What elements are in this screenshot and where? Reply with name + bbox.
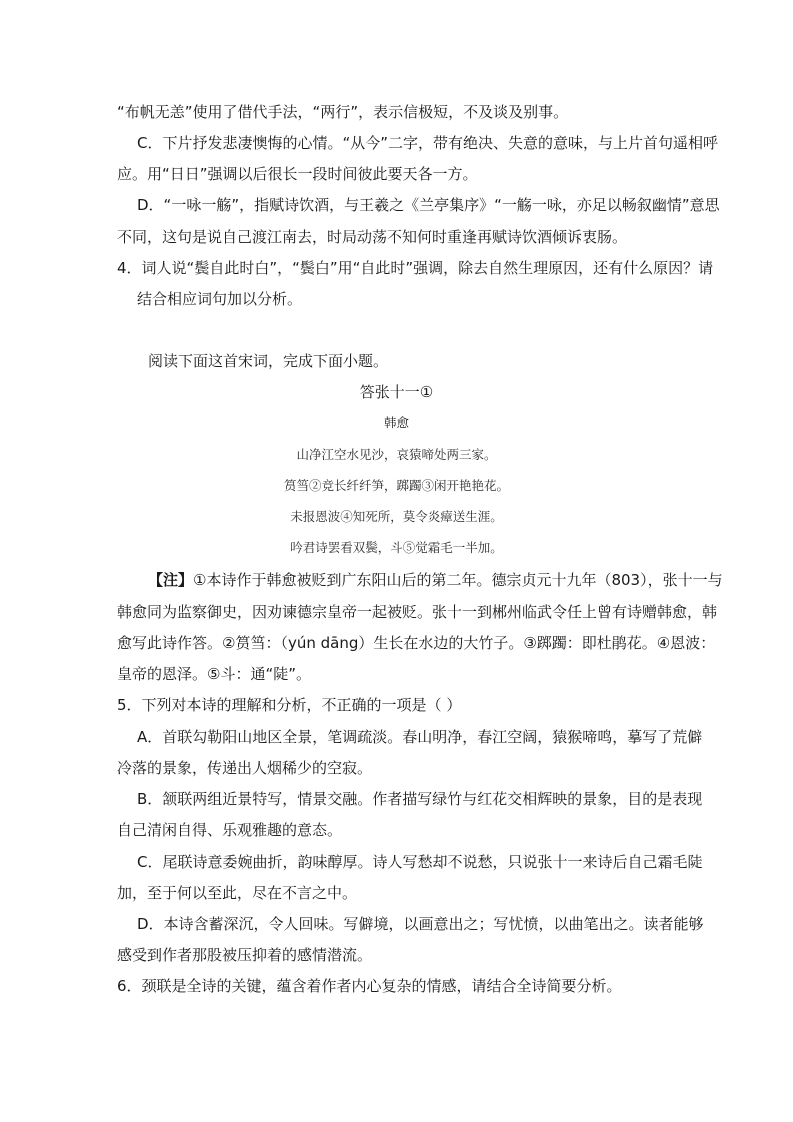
- option-c-line: C．下片抒发悲凄懊悔的心情。“从今”二字，带有绝决、失意的意味，与上片首句遥相呼: [137, 134, 719, 152]
- note-line: 皇帝的恩泽。⑤斗：通“陡”。: [117, 665, 311, 683]
- poem-line: 筼筜②竞长纤纤笋，踯躅③闲开艳艳花。: [283, 478, 509, 493]
- poem-line: 山净江空水见沙，哀猿啼处两三家。: [296, 447, 497, 462]
- poem-line: 吟君诗罢看双鬓，斗⑤觉霜毛一半加。: [290, 540, 503, 555]
- option-d-line: D．“一咏一觞”，指赋诗饮酒，与王羲之《兰亭集序》“一觞一咏，亦足以畅叙幽情”意思: [137, 196, 720, 214]
- option-d: D．本诗含蓄深沉，令人回味。写僻境，以画意出之；写忧愤，以曲笔出之。读者能够: [137, 915, 704, 933]
- note-line: [148, 570, 723, 590]
- question-5: 5．下列对本诗的理解和分析，不正确的一项是（ ）: [117, 696, 462, 714]
- option-a: 冷落的景象，传递出人烟稀少的空寂。: [117, 759, 373, 777]
- option-a: A．首联勾勒阳山地区全景，笔调疏淡。春山明净，春江空阔，猿猴啼鸣，摹写了荒僻: [137, 728, 703, 746]
- poem-title: 答张十一①: [359, 383, 434, 401]
- option-b: 自己清闲自得、乐观雅趣的意态。: [117, 821, 343, 839]
- poem-author: 韩愈: [383, 415, 409, 430]
- note-line: 韩愈同为监察御史，因劝谏德宗皇帝一起被贬。张十一到郴州临武令任上曾有诗赠韩愈，韩: [117, 603, 718, 621]
- question-6: 6．颈联是全诗的关键，蕴含着作者内心复杂的情感，请结合全诗简要分析。: [117, 977, 622, 995]
- reading-intro: 阅读下面这首宋词，完成下面小题。: [148, 352, 389, 370]
- answer-text-line: “布帆无恙”使用了借代手法，“两行”，表示信极短，不及谈及别事。: [117, 103, 569, 121]
- note-line: 愈写此诗作答。②筼筜：（yún dāng）生长在水边的大竹子。③踯躅：即杜鹃花。④恩波：: [117, 634, 716, 652]
- option-b: B．颔联两组近景特写，情景交融。作者描写绿竹与红花交相辉映的景象，目的是表现: [137, 790, 703, 808]
- option-d: 感受到作者那股被压抑着的感情潜流。: [117, 946, 373, 964]
- note-text: ①本诗作于韩愈被贬到广东阳山后的第二年。德宗贞元十九年（803），张十一与: [193, 571, 723, 589]
- option-c: C．尾联诗意委婉曲折，韵味醇厚。诗人写愁却不说愁，只说张十一来诗后自己霜毛陡: [137, 853, 703, 871]
- poem-line: 未报恩波④知死所，莫令炎瘴送生涯。: [290, 509, 503, 524]
- question-4: 结合相应词句加以分析。: [137, 290, 303, 308]
- option-d-line: 不同，这句是说自己渡江南去，时局动荡不知何时重逢再赋诗饮酒倾诉衷肠。: [117, 228, 628, 246]
- note-label: 【注】: [148, 571, 194, 589]
- option-c-line: 应。用“日日”强调以后很长一段时间彼此要天各一方。: [117, 165, 478, 183]
- option-c: 加，至于何以至此，尽在不言之中。: [117, 884, 358, 902]
- question-4: 4．词人说“鬓自此时白”，“鬓白”用“自此时”强调，除去自然生理原因，还有什么原因？请: [117, 259, 714, 277]
